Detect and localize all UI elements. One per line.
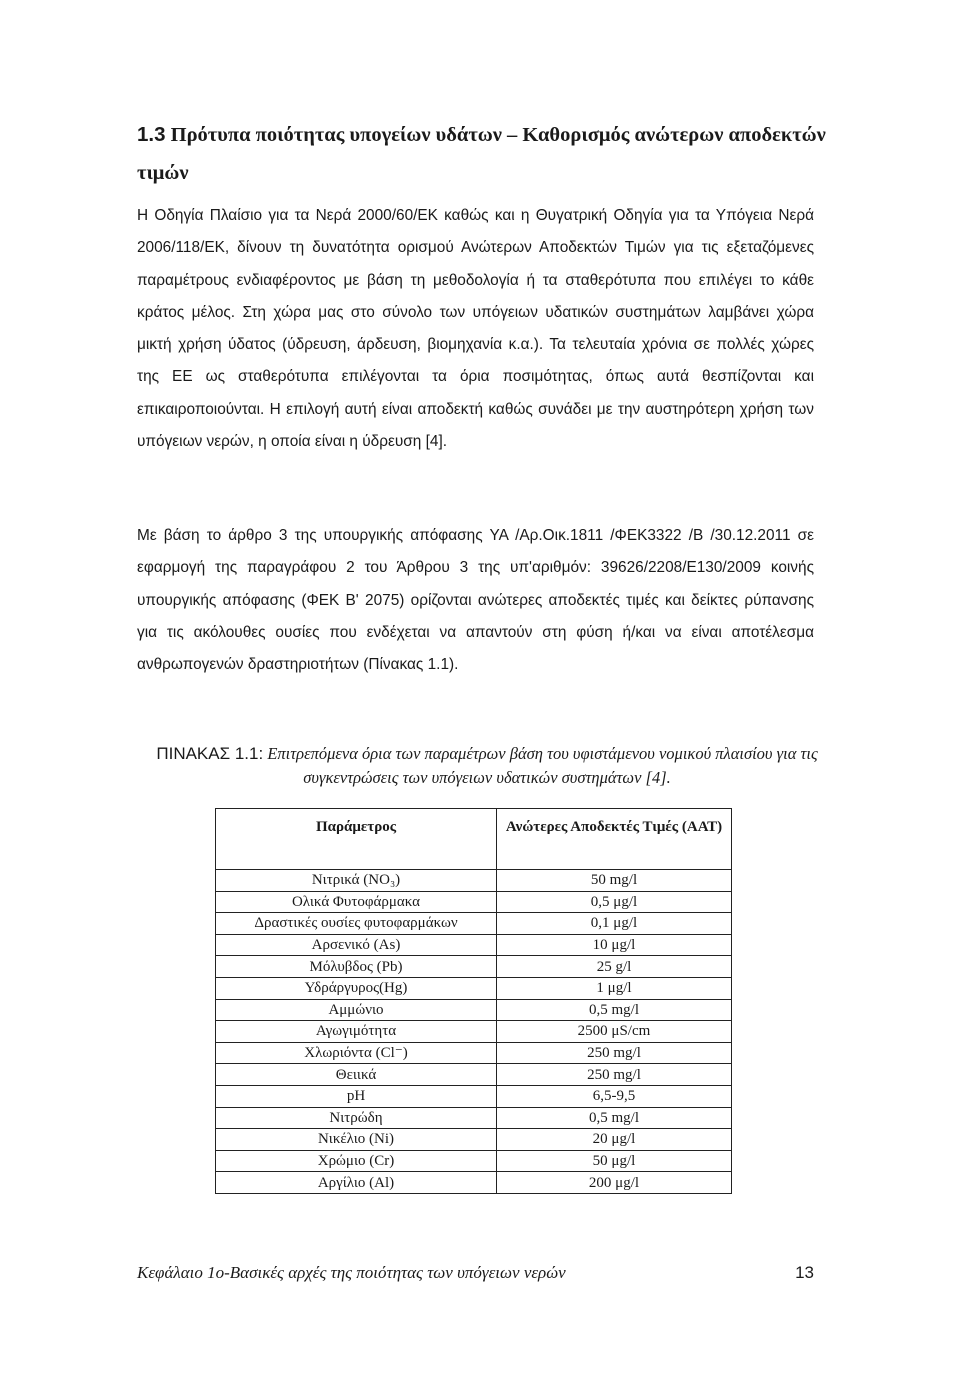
- parameter-cell: Ολικά Φυτοφάρμακα: [216, 891, 497, 913]
- column-header-limit: Ανώτερες Αποδεκτές Τιμές (ΑΑΤ): [497, 809, 732, 870]
- parameter-cell: Μόλυβδος (Pb): [216, 956, 497, 978]
- table-row: [216, 1064, 732, 1086]
- section-number: 1.3: [137, 123, 166, 146]
- table-row: [216, 870, 732, 892]
- limit-value-cell: 25 g/l: [497, 956, 732, 978]
- table-row: [216, 891, 732, 913]
- limit-value-cell: 10 μg/l: [497, 934, 732, 956]
- parameter-cell: Θειικά: [216, 1064, 497, 1086]
- table-row: [216, 1107, 732, 1129]
- table-header-row: [216, 809, 732, 870]
- table-caption: [137, 742, 837, 790]
- parameter-cell: Υδράργυρος(Hg): [216, 977, 497, 999]
- chapter-footer: Κεφάλαιο 1ο-Βασικές αρχές της ποιότητας των υπόγειων νερών: [137, 1263, 566, 1282]
- table-caption-text: Επιτρεπόμενα όρια των παραμέτρων βάση του υφιστάμενου νομικού πλαισίου για τις συγκεντρώσεις των υπόγειων υδατικών συστημάτων [4].: [267, 744, 818, 787]
- limit-value-cell: 6,5-9,5: [497, 1085, 732, 1107]
- parameter-cell: Αργίλιο (Al): [216, 1172, 497, 1194]
- limit-value-cell: 0,5 mg/l: [497, 1107, 732, 1129]
- parameter-cell: Χλωριόντα (Cl⁻): [216, 1042, 497, 1064]
- page-number: 13: [795, 1263, 814, 1282]
- table-row: [216, 934, 732, 956]
- table-row: [216, 977, 732, 999]
- limit-value-cell: 0,1 μg/l: [497, 913, 732, 935]
- table-row: [216, 1021, 732, 1043]
- section-heading: [137, 116, 827, 192]
- limit-value-cell: 1 μg/l: [497, 977, 732, 999]
- paragraph-1: Η Οδηγία Πλαίσιο για τα Νερά 2000/60/ΕΚ καθώς και η Θυγατρική Οδηγία για τα Υπόγεια Νερά 2006/118/ΕΚ, δίνουν τη δυνατότητα ορισμού Ανώτερων Αποδεκτών Τιμών για τις εξεταζόμενες παραμέτρους ενδιαφέροντος με βάση τη μεθοδολογία ή τα σταθερότυπα που επιλέγει το κάθε κράτος μέλος. Στη χώρα μας στο σύνολο των υπόγειων υδατικών συστημάτων λαμβάνει χώρα μικτή χρήση ύδατος (ύδρευση, άρδευση, βιομηχανία κ.α.). Τα τελευταία χρόνια σε πολλές χώρες της ΕΕ ως σταθερότυπα επιλέγονται τα όρια ποσιμότητας, όπως αυτά θεσπίζονται και επικαιροποιούνται. Η επιλογή αυτή είναι αποδεκτή καθώς συνάδει με την αυστηρότερη χρήση των υπόγειων νερών, η οποία είναι η ύδρευση [4].: [137, 207, 814, 451]
- parameter-cell: Αγωγιμότητα: [216, 1021, 497, 1043]
- limit-value-cell: 50 μg/l: [497, 1150, 732, 1172]
- limit-value-cell: 200 μg/l: [497, 1172, 732, 1194]
- table-row: [216, 913, 732, 935]
- limit-value-cell: 0,5 μg/l: [497, 891, 732, 913]
- parameter-cell: Νιτρικά (NO₃): [216, 870, 497, 892]
- parameter-cell: Αμμώνιο: [216, 999, 497, 1021]
- limit-value-cell: 250 mg/l: [497, 1064, 732, 1086]
- parameter-cell: Δραστικές ουσίες φυτοφαρμάκων: [216, 913, 497, 935]
- section-title-text: Πρότυπα ποιότητας υπογείων υδάτων – Καθορισμός ανώτερων αποδεκτών τιμών: [137, 124, 826, 184]
- table-row: [216, 1085, 732, 1107]
- table-caption-label: ΠΙΝΑΚΑΣ 1.1:: [156, 744, 264, 763]
- table-row: [216, 1172, 732, 1194]
- parameter-cell: Αρσενικό (As): [216, 934, 497, 956]
- parameter-cell: pH: [216, 1085, 497, 1107]
- limit-value-cell: 20 μg/l: [497, 1129, 732, 1151]
- paragraph-2: Με βάση το άρθρο 3 της υπουργικής απόφασης ΥΑ /Αρ.Οικ.1811 /ΦΕΚ3322 /Β /30.12.2011 σε εφαρμογή της παραγράφου 2 του Άρθρου 3 της υπ'αριθμόν: 39626/2208/Ε130/2009 κοινής υπουργικής απόφασης (ΦΕΚ Β' 2075) ορίζονται ανώτερες αποδεκτές τιμές και δείκτες ρύπανσης για τις ακόλουθες ουσίες που ενδέχεται να απαντούν στη φύση ή/και να είναι αποτέλεσμα ανθρωπογενών δραστηριοτήτων (Πίνακας 1.1).: [137, 527, 814, 674]
- column-header-parameter: Παράμετρος: [216, 809, 497, 870]
- parameter-cell: Νικέλιο (Ni): [216, 1129, 497, 1151]
- table-body: [216, 870, 732, 1194]
- table-row: [216, 956, 732, 978]
- limit-value-cell: 250 mg/l: [497, 1042, 732, 1064]
- table-row: [216, 1129, 732, 1151]
- limit-value-cell: 2500 μS/cm: [497, 1021, 732, 1043]
- parameters-table: [215, 808, 732, 1194]
- table-row: [216, 999, 732, 1021]
- parameter-cell: Χρώμιο (Cr): [216, 1150, 497, 1172]
- table-row: [216, 1150, 732, 1172]
- parameter-cell: Νιτρώδη: [216, 1107, 497, 1129]
- limit-value-cell: 0,5 mg/l: [497, 999, 732, 1021]
- table-row: [216, 1042, 732, 1064]
- limit-value-cell: 50 mg/l: [497, 870, 732, 892]
